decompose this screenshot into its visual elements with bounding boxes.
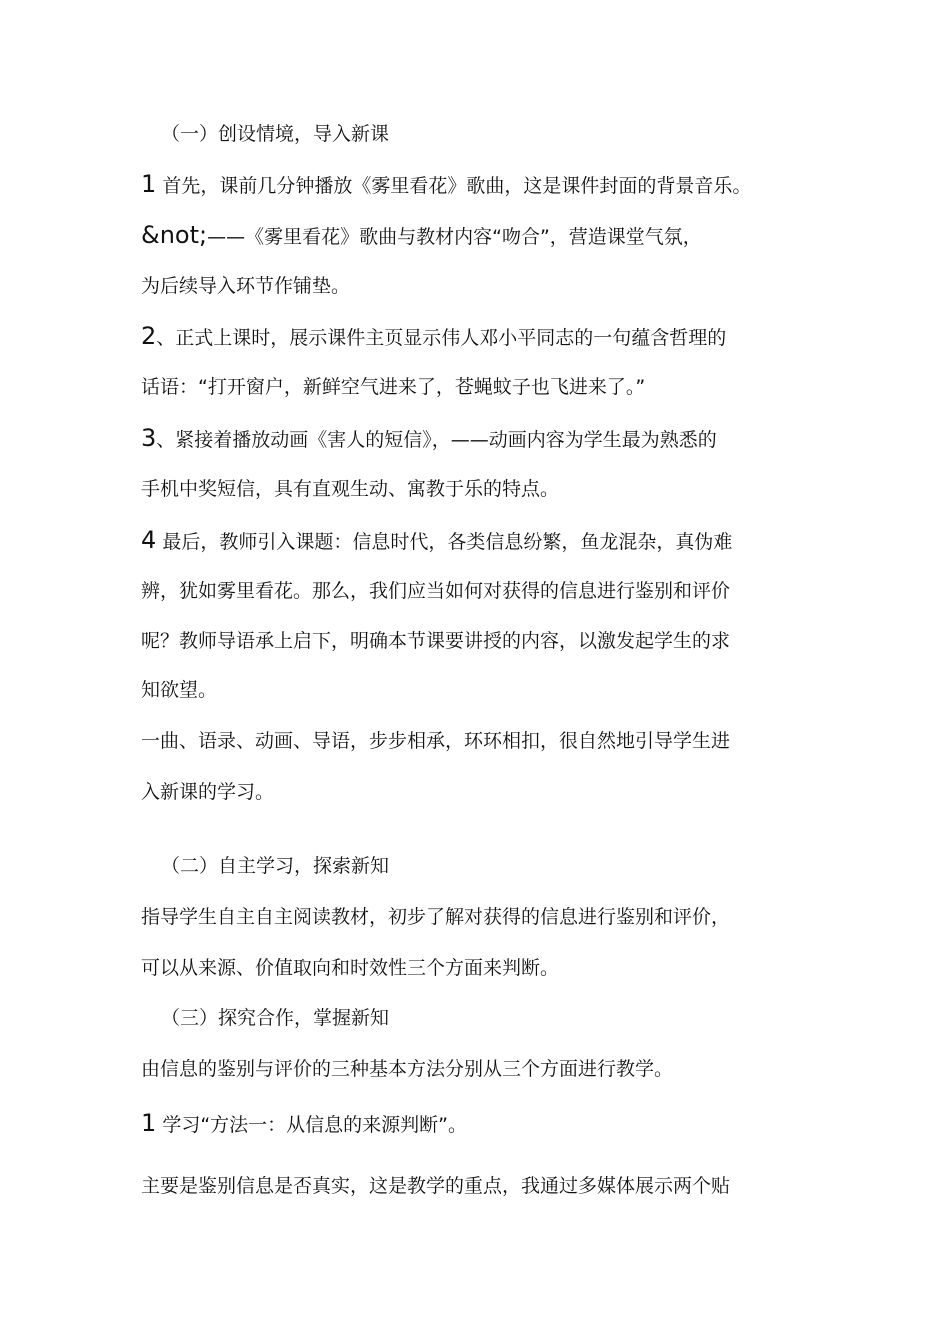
paragraph-line: 1 首先，课前几分钟播放《雾里看花》歌曲，这是课件封面的背景音乐。 [141,170,752,198]
paragraph-line: 指导学生自主自主阅读教材，初步了解对获得的信息进行鉴别和评价， [141,906,731,928]
paragraph-line: 3、紧接着播放动画《害人的短信》，——动画内容为学生最为熟悉的 [141,424,717,452]
paragraph-line: 话语：“打开窗户，新鲜空气进来了，苍蝇蚊子也飞进来了。” [141,376,646,398]
paragraph-line: 知欲望。 [141,679,218,701]
paragraph-line: 一曲、语录、动画、导语，步步相承，环环相扣，很自然地引导学生进 [141,730,731,752]
paragraph-line: 由信息的鉴别与评价的三种基本方法分别从三个方面进行教学。 [141,1058,674,1080]
paragraph-line: 呢？教师导语承上启下，明确本节课要讲授的内容，以激发起学生的求 [141,630,731,652]
paragraph-line: 1 学习“方法一：从信息的来源判断”。 [141,1109,468,1137]
section-heading-1: （一）创设情境，导入新课 [161,123,390,145]
paragraph-line: 入新课的学习。 [141,781,275,803]
paragraph-line: &not;——《雾里看花》歌曲与教材内容“吻合”，营造课堂气氛， [141,221,702,249]
paragraph-line: 可以从来源、价值取向和时效性三个方面来判断。 [141,957,560,979]
section-heading-2: （二）自主学习，探索新知 [161,855,390,877]
paragraph-line: 手机中奖短信，具有直观生动、寓教于乐的特点。 [141,478,560,500]
paragraph-line: 主要是鉴别信息是否真实，这是教学的重点，我通过多媒体展示两个贴 [141,1175,731,1197]
paragraph-line: 4 最后，教师引入课题：信息时代，各类信息纷繁，鱼龙混杂，真伪难 [141,526,733,554]
paragraph-line: 2、正式上课时，展示课件主页显示伟人邓小平同志的一句蕴含哲理的 [141,322,727,350]
section-heading-3: （三）探究合作，掌握新知 [161,1007,390,1029]
paragraph-line: 辨，犹如雾里看花。那么，我们应当如何对获得的信息进行鉴别和评价 [141,580,731,602]
paragraph-line: 为后续导入环节作铺垫。 [141,275,351,297]
